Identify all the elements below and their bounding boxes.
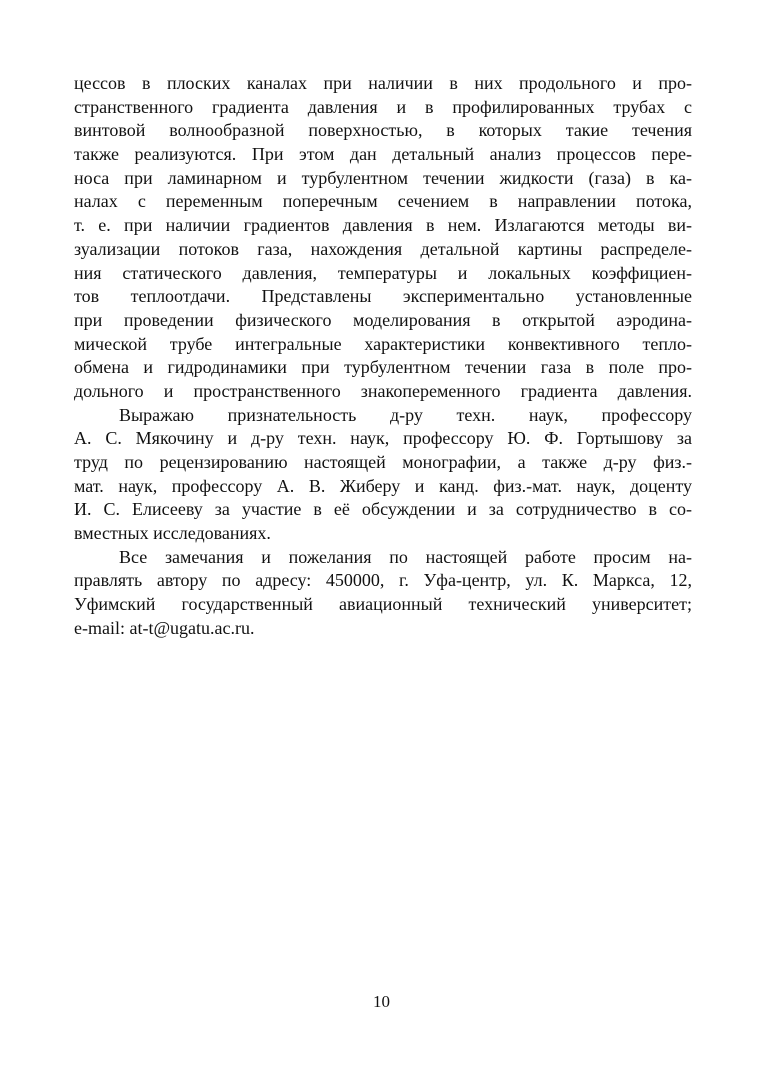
paragraph-intro	[74, 72, 692, 404]
paragraph-acknowledgements	[74, 404, 692, 546]
text-line: правлять автору по адресу: 450000, г. Уфа-центр, ул. К. Маркса, 12,	[74, 570, 692, 591]
text-line: мической трубе интегральные характеристики конвективного тепло-	[74, 333, 692, 354]
text-line: дольного и пространственного знакопеременного градиента давления.	[74, 380, 692, 401]
text-line: налах с переменным поперечным сечением в направлении потока,	[74, 191, 692, 212]
text-line: тов теплоотдачи. Представлены экспериментально установленные	[74, 286, 692, 307]
text-line: странственного градиента давления и в профилированных трубах с	[74, 96, 692, 117]
text-line: Выражаю признательность д-ру техн. наук, профессору	[119, 404, 692, 425]
contact-email-line: e-mail: at-t@ugatu.ac.ru.	[74, 617, 255, 638]
text-line: т. е. при наличии градиентов давления в нем. Излагаются методы ви-	[74, 215, 692, 236]
text-line: вместных исследованиях.	[74, 523, 271, 544]
text-line: мат. наук, профессору А. В. Жиберу и канд. физ.-мат. наук, доценту	[74, 475, 692, 496]
text-line: цессов в плоских каналах при наличии в них продольного и про-	[74, 73, 692, 93]
paragraph-contact	[74, 546, 692, 641]
text-line: носа при ламинарном и турбулентном течении жидкости (газа) в ка-	[74, 167, 692, 188]
text-line: обмена и гидродинамики при турбулентном течении газа в поле про-	[74, 357, 692, 378]
text-line: Уфимский государственный авиационный технический университет;	[74, 594, 692, 615]
text-line: А. С. Мякочину и д-ру техн. наук, профессору Ю. Ф. Гортышову за	[74, 428, 692, 449]
page-number: 10	[373, 992, 390, 1011]
text-line: ния статического давления, температуры и локальных коэффициен-	[74, 262, 692, 283]
text-line: И. С. Елисееву за участие в её обсуждении и за сотрудничество в со-	[74, 499, 692, 520]
text-line: труд по рецензированию настоящей монографии, а также д-ру физ.-	[74, 452, 692, 472]
text-line: Все замечания и пожелания по настоящей работе просим на-	[119, 546, 692, 567]
text-line: при проведении физического моделирования в открытой аэродина-	[74, 309, 692, 330]
page-body	[74, 72, 692, 641]
text-line: зуализации потоков газа, нахождения детальной картины распределе-	[74, 238, 692, 259]
text-line: также реализуются. При этом дан детальный анализ процессов пере-	[74, 144, 692, 165]
text-line: винтовой волнообразной поверхностью, в которых такие течения	[74, 120, 692, 141]
